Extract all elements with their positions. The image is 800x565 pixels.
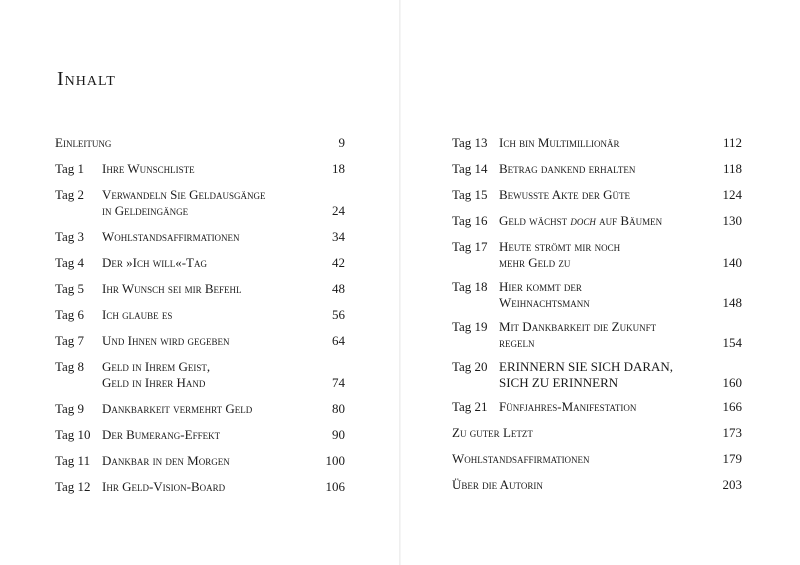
toc-entry-title [499,239,742,271]
toc-title-line: Ihr Geld-Vision-Board [102,479,226,494]
toc-day-number: Tag 8 [55,359,85,374]
toc-entry[interactable] [452,477,742,493]
toc-entry-title [102,479,345,495]
toc-entry-title [102,453,345,469]
toc-day-number: Tag 11 [55,453,91,468]
toc-page-number: 64 [332,333,345,348]
toc-page-number: 166 [722,399,742,414]
toc-page-number: 56 [332,307,345,322]
toc-entry-title: Zu guter Letzt [452,425,533,440]
toc-page-number: 90 [332,427,345,442]
toc-page-number: 140 [722,255,742,270]
toc-entry[interactable] [452,425,742,441]
toc-entry[interactable] [55,307,345,323]
toc-entry-title [102,281,345,297]
toc-title-line: Dankbar in den Morgen [102,453,230,468]
toc-entry[interactable] [452,279,742,311]
toc-title-line: Bewusste Akte der Güte [499,187,630,202]
toc-page-number: 154 [722,335,742,350]
toc-title-line: SICH ZU ERINNERN [499,375,619,390]
toc-page-number: 173 [722,425,742,440]
toc-page-number: 34 [332,229,345,244]
toc-entry[interactable] [55,333,345,349]
toc-entry-title [102,427,345,443]
toc-page-number: 130 [722,213,742,228]
toc-entry[interactable] [452,213,742,229]
toc-title-line: Ich glaube es [102,307,173,322]
toc-entry[interactable] [452,319,742,351]
toc-page-number: 112 [722,135,742,150]
toc-title-line: in Geldeingänge [102,203,189,218]
toc-day-number: Tag 12 [55,479,91,494]
toc-entry-title: Einleitung [55,135,112,150]
toc-title-line: Und Ihnen wird gegeben [102,333,230,348]
toc-column-left [55,135,345,495]
toc-day-number: Tag 3 [55,229,85,244]
toc-entry-title [499,213,742,229]
toc-entry[interactable] [452,161,742,177]
toc-day-number: Tag 16 [452,213,488,228]
toc-entry-title [102,229,345,245]
toc-day-number: Tag 18 [452,279,488,294]
toc-day-number: Tag 20 [452,359,488,374]
toc-title-line: Verwandeln Sie Geldausgänge [102,187,266,202]
toc-page-number: 148 [722,295,742,310]
toc-title-line: mehr Geld zu [499,255,571,270]
toc-day-number: Tag 6 [55,307,85,322]
toc-day-number: Tag 17 [452,239,488,254]
toc-entry-title [499,187,742,203]
toc-title-line: Ihr Wunsch sei mir Befehl [102,281,242,296]
toc-entry-title [102,161,345,177]
toc-day-number: Tag 2 [55,187,85,202]
toc-entry-title [102,307,345,323]
toc-title-line: Heute strömt mir noch [499,239,621,254]
toc-page-number: 9 [338,135,345,150]
toc-day-number: Tag 9 [55,401,85,416]
toc-title-line: Ihre Wunschliste [102,161,195,176]
toc-entry-title [499,161,742,177]
page-gutter [399,0,401,565]
toc-title-line: Der »Ich will«-Tag [102,255,207,270]
toc-entry[interactable] [55,401,345,417]
toc-page-number: 24 [332,203,345,218]
toc-entry-title [499,135,742,151]
toc-page-number: 100 [325,453,345,468]
toc-day-number: Tag 5 [55,281,85,296]
toc-entry-title [102,401,345,417]
toc-entry[interactable] [55,427,345,443]
toc-entry-title [102,187,345,219]
toc-entry[interactable] [452,399,742,415]
toc-title-line: Geld in Ihrem Geist, [102,359,211,374]
toc-title-line: Weihnachtsmann [499,295,590,310]
toc-entry[interactable] [452,239,742,271]
toc-entry-title: Über die Autorin [452,477,543,492]
toc-day-number: Tag 21 [452,399,488,414]
toc-entry[interactable] [55,255,345,271]
emphasis-text: doch [570,213,596,228]
toc-day-number: Tag 1 [55,161,85,176]
toc-entry-title [499,359,742,391]
toc-title-line: regeln [499,335,535,350]
page-title: Inhalt [57,68,116,90]
toc-day-number: Tag 7 [55,333,85,348]
toc-day-number: Tag 14 [452,161,488,176]
toc-entry[interactable] [452,359,742,391]
toc-title-line: Hier kommt der [499,279,582,294]
toc-entry[interactable] [452,187,742,203]
toc-title-line: Geld wächst doch auf Bäumen [499,213,663,228]
toc-page-number: 74 [332,375,345,390]
toc-page-number: 118 [722,161,742,176]
toc-page-number: 106 [325,479,345,494]
toc-page-number: 179 [722,451,742,466]
toc-title-line: Mit Dankbarkeit die Zukunft [499,319,657,334]
toc-entry-title [499,279,742,311]
toc-entry-title [102,359,345,391]
toc-entry[interactable] [452,451,742,467]
toc-title-line: ERINNERN SIE SICH DARAN, [499,359,674,374]
toc-page-number: 18 [332,161,345,176]
toc-entry-title [102,255,345,271]
toc-title-line: Betrag dankend erhalten [499,161,636,176]
toc-entry-title [499,319,742,351]
toc-page-number: 160 [722,375,742,390]
toc-column-right [452,135,742,493]
toc-entry[interactable] [55,453,345,469]
toc-title-line: Wohlstandsaffirmationen [102,229,240,244]
toc-day-number: Tag 10 [55,427,91,442]
toc-title-line: Geld in Ihrer Hand [102,375,206,390]
toc-entry[interactable] [55,229,345,245]
toc-entry[interactable] [452,135,742,151]
toc-title-line: Ich bin Multimillionär [499,135,620,150]
toc-entry[interactable] [55,479,345,495]
toc-page-number: 124 [722,187,742,202]
toc-entry[interactable] [55,135,345,151]
toc-day-number: Tag 19 [452,319,488,334]
toc-page-number: 42 [332,255,345,270]
toc-day-number: Tag 4 [55,255,85,270]
toc-page-number: 80 [332,401,345,416]
toc-entry[interactable] [55,187,345,219]
toc-entry[interactable] [55,359,345,391]
toc-title-line: Der Bumerang-Effekt [102,427,221,442]
toc-title-line: Dankbarkeit vermehrt Geld [102,401,253,416]
toc-entry[interactable] [55,281,345,297]
toc-title-line: Fünfjahres-Manifestation [499,399,637,414]
toc-entry[interactable] [55,161,345,177]
toc-page-number: 203 [722,477,742,492]
toc-entry-title [102,333,345,349]
toc-entry-title [499,399,742,415]
toc-day-number: Tag 13 [452,135,488,150]
toc-page-number: 48 [332,281,345,296]
toc-entry-title: Wohlstandsaffirmationen [452,451,590,466]
toc-day-number: Tag 15 [452,187,488,202]
